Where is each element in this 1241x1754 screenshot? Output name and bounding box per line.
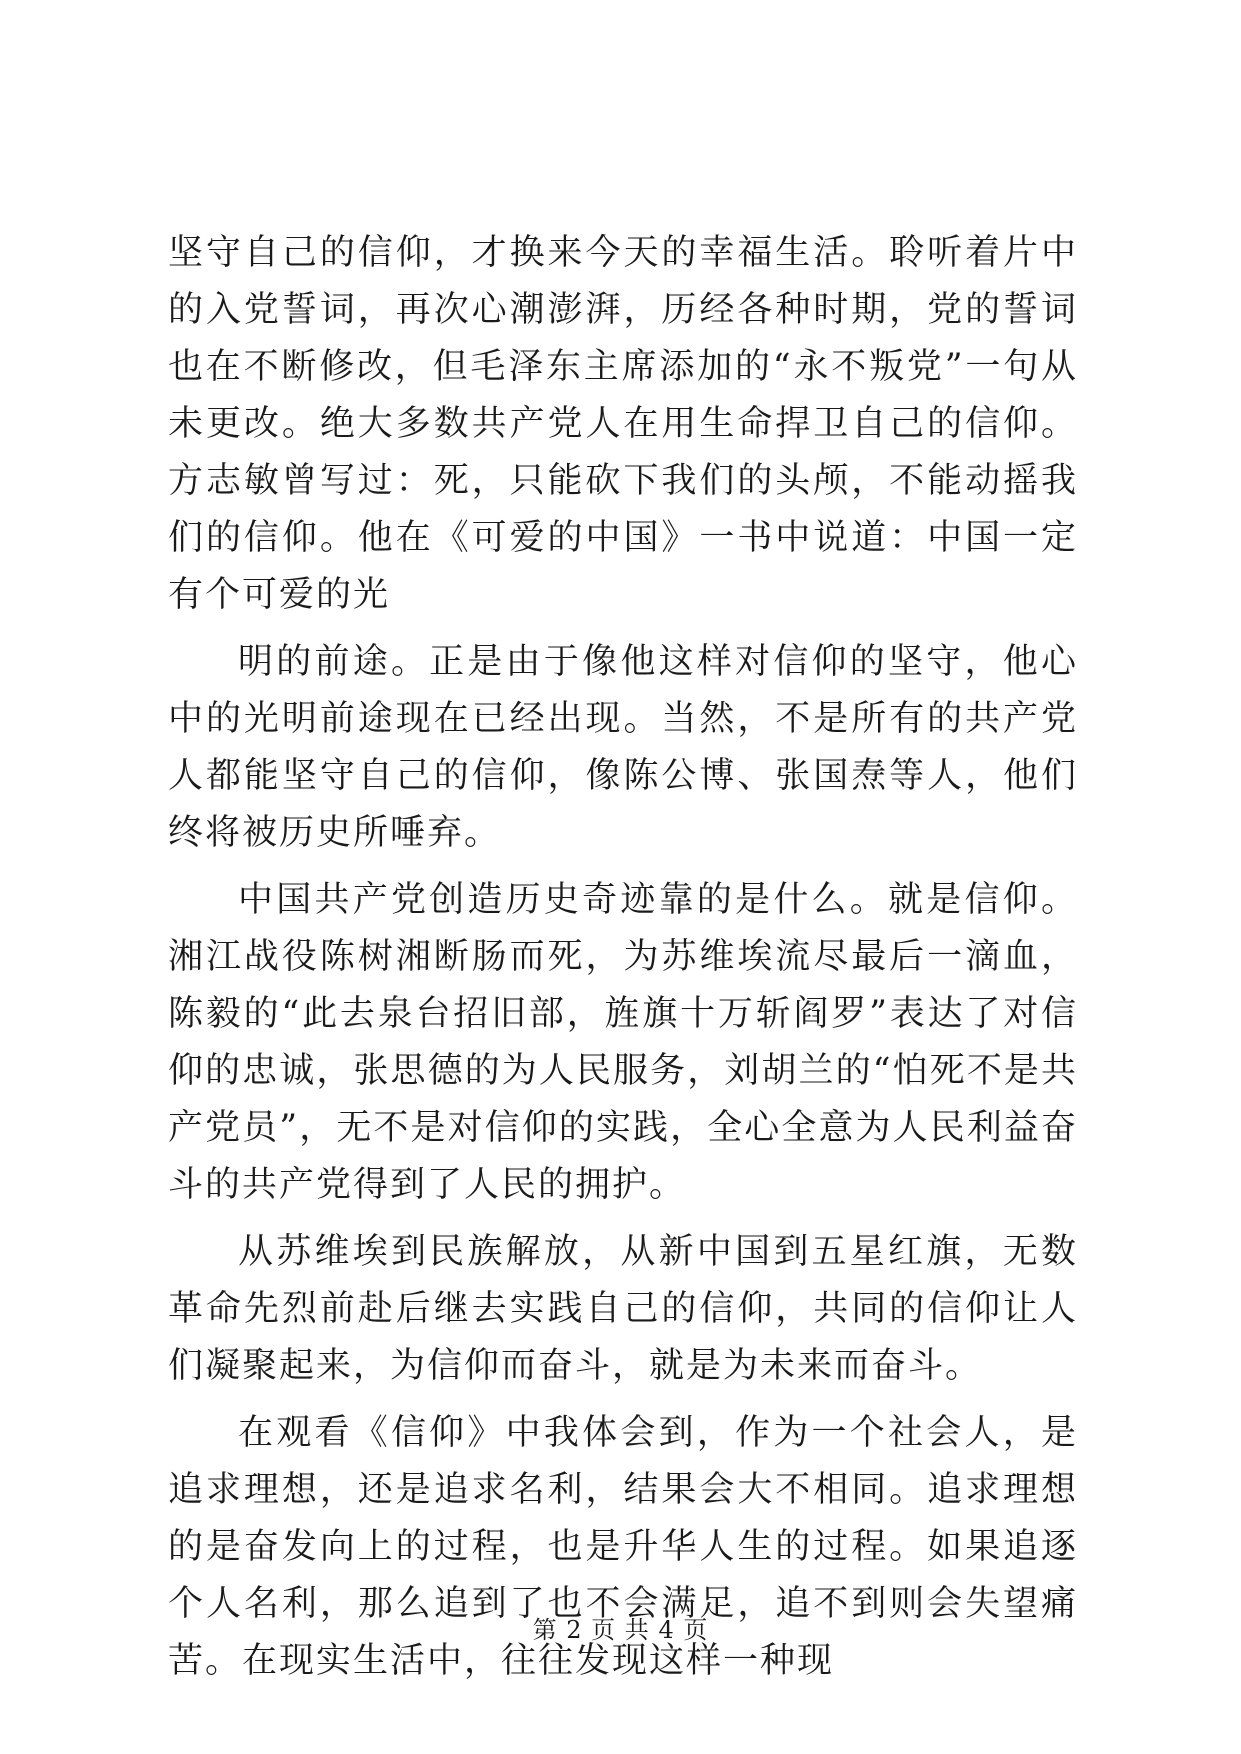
paragraph-2: 明的前途。正是由于像他这样对信仰的坚守，他心中的光明前途现在已经出现。当然，不是所有的共产党人都能坚守自己的信仰，像陈公博、张国焘等人，他们终将被历史所唾弃。 bbox=[168, 642, 1078, 853]
paragraph-4: 从苏维埃到民族解放，从新中国到五星红旗，无数革命先烈前赴后继去实践自己的信仰，共同的信仰让人们凝聚起来，为信仰而奋斗，就是为未来而奋斗。 bbox=[168, 1232, 1078, 1386]
paragraph-1: 坚守自己的信仰，才换来今天的幸福生活。聆听着片中的入党誓词，再次心潮澎湃，历经各种时期，党的誓词也在不断修改，但毛泽东主席添加的“永不叛党”一句从未更改。绝大多数共产党人在用生命捍卫自己的信仰。方志敏曾写过：死，只能砍下我们的头颅，不能动摇我们的信仰。他在《可爱的中国》一书中说道：中国一定有个可爱的光 bbox=[168, 233, 1078, 615]
paragraph-3: 中国共产党创造历史奇迹靠的是什么。就是信仰。湘江战役陈树湘断肠而死，为苏维埃流尽最后一滴血，陈毅的“此去泉台招旧部，旌旗十万斩阎罗”表达了对信仰的忠诚，张思德的为人民服务，刘胡兰的“怕死不是共产党员”，无不是对信仰的实践，全心全意为人民利益奋斗的共产党得到了人民的拥护。 bbox=[168, 880, 1078, 1205]
page-number-footer: 第 2 页 共 4 页 bbox=[532, 1616, 709, 1644]
paragraph-5: 在观看《信仰》中我体会到，作为一个社会人，是追求理想，还是追求名利，结果会大不相同。追求理想的是奋发向上的过程，也是升华人生的过程。如果追逐个人名利，那么追到了也不会满足，追不到则会失望痛苦。在现实生活中，往往发现这样一种现 bbox=[168, 1413, 1078, 1681]
document-body bbox=[168, 225, 1078, 1690]
